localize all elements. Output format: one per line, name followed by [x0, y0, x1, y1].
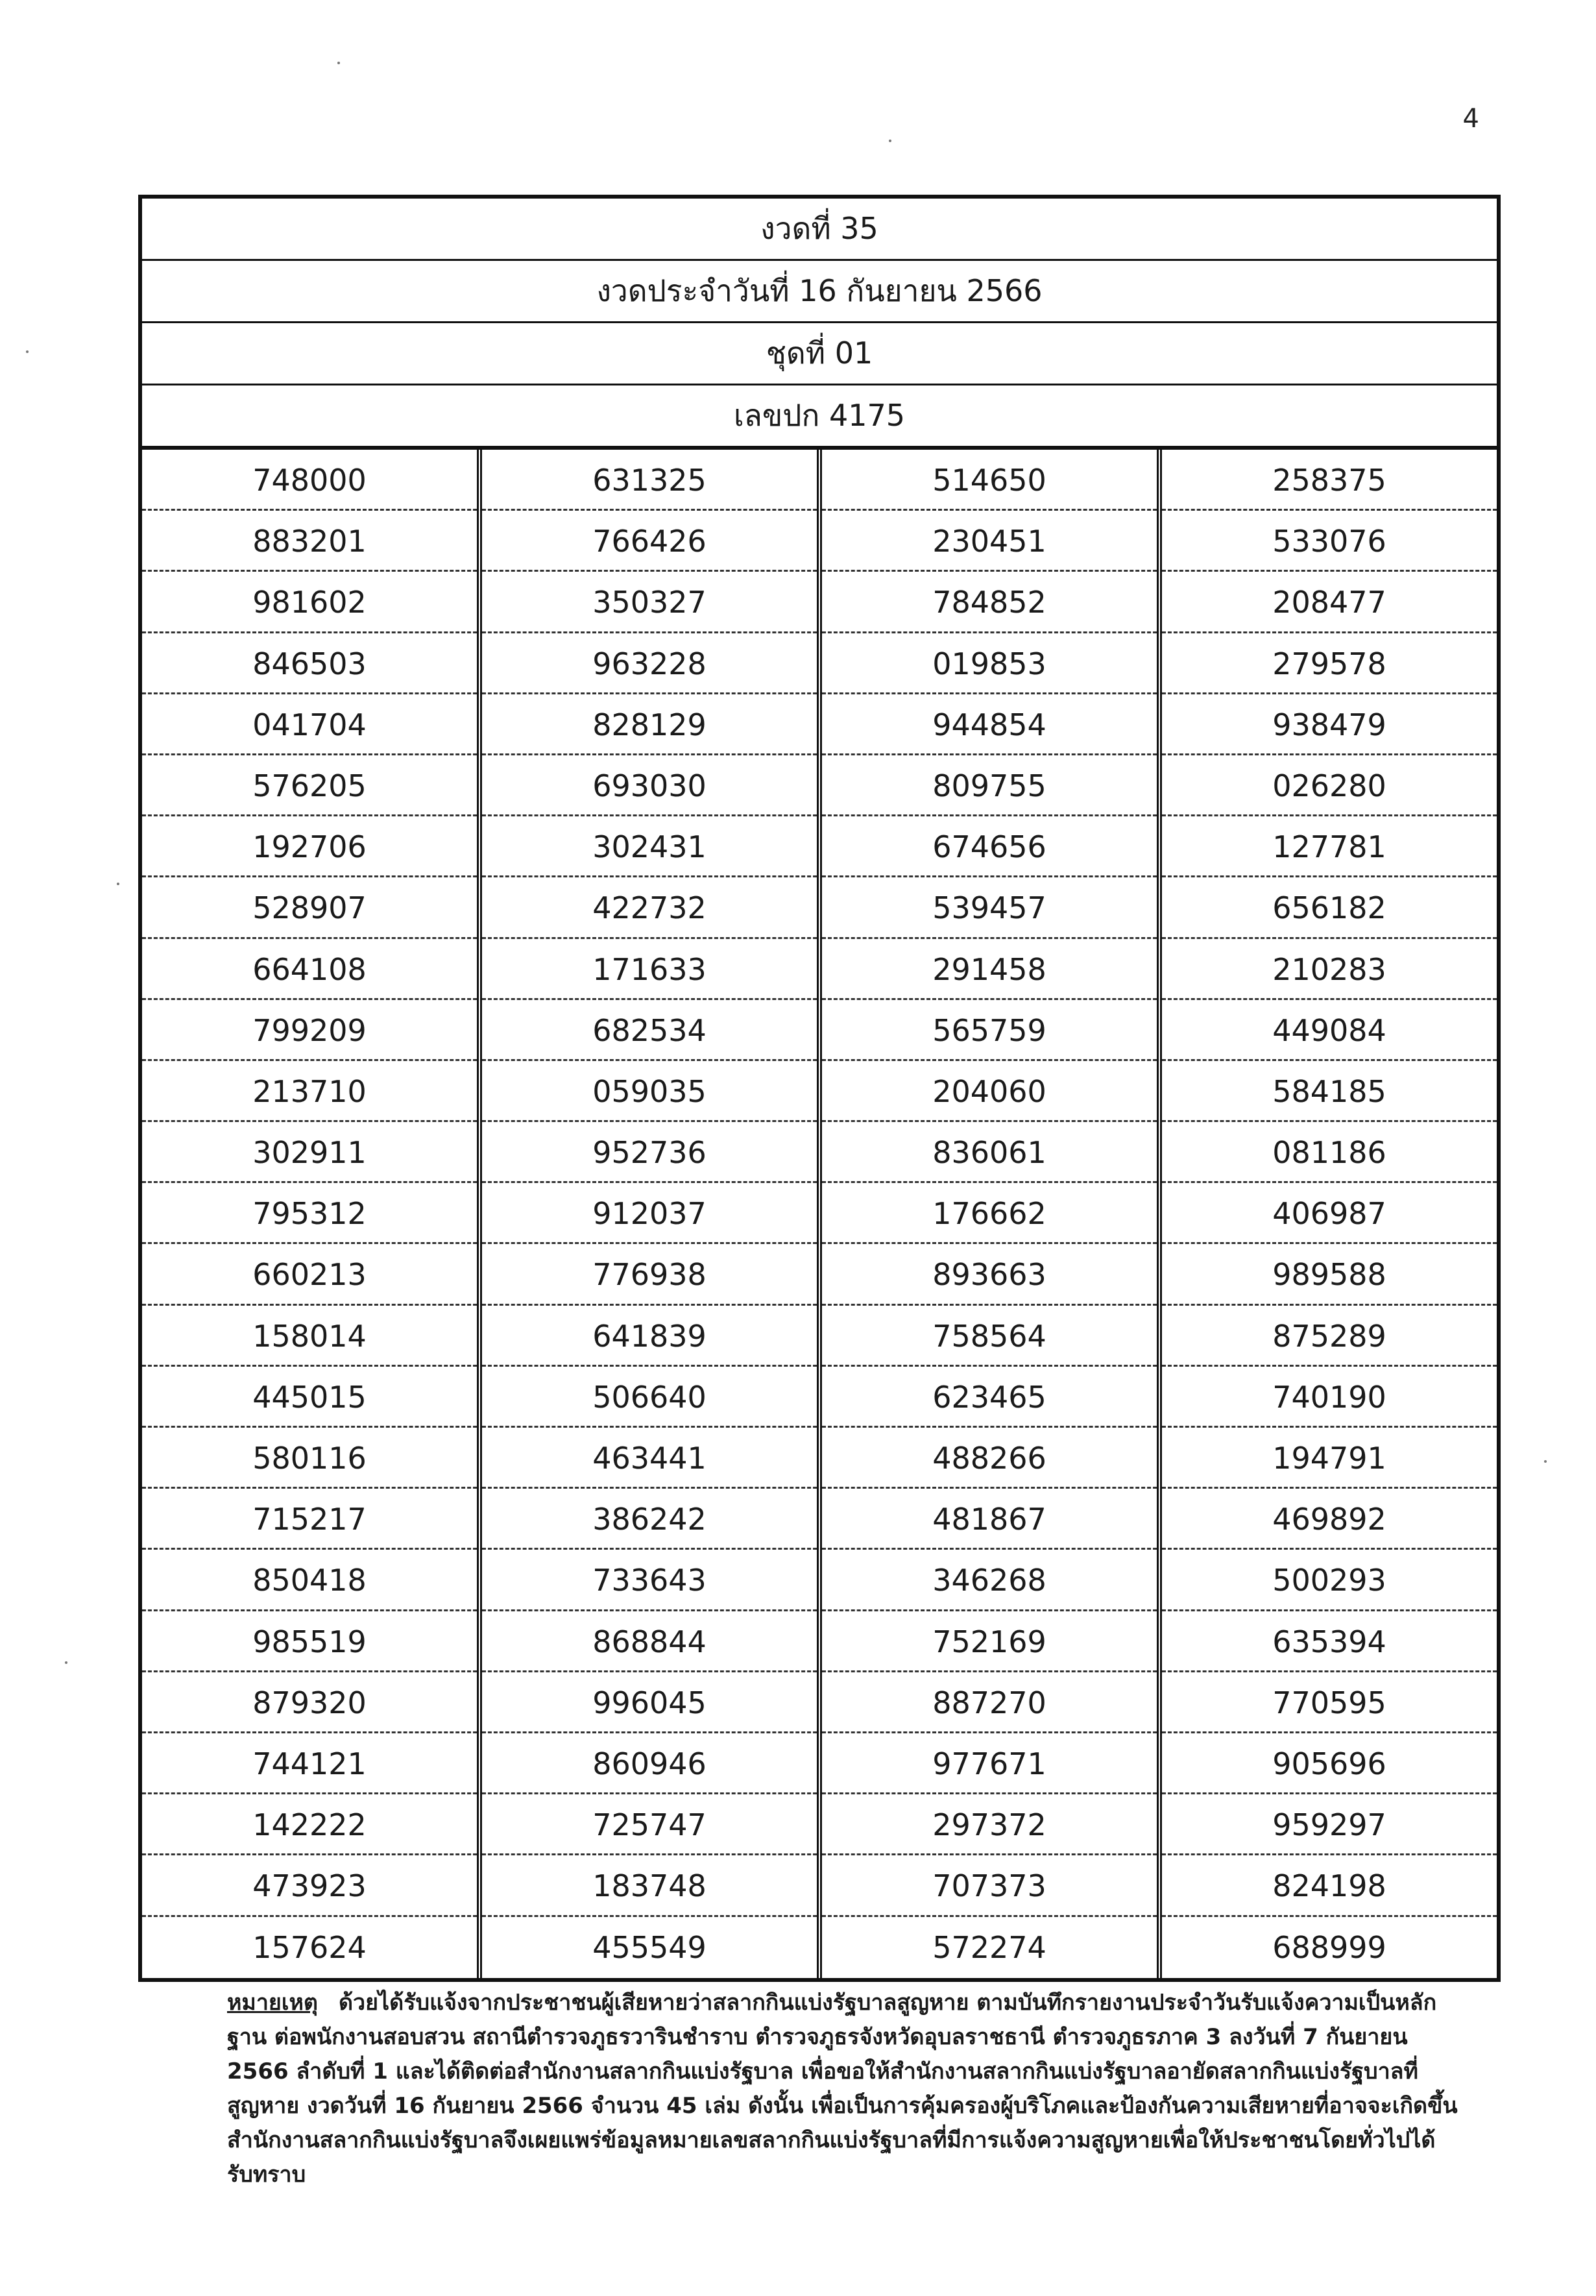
ticket-number-cell: 744121: [142, 1733, 477, 1794]
ticket-number-cell: 208477: [1162, 572, 1497, 633]
ticket-number-cell: 836061: [822, 1122, 1157, 1183]
ticket-number-cell: 733643: [482, 1550, 817, 1611]
ticket-number-cell: 422732: [482, 877, 817, 938]
ticket-number-cell: 176662: [822, 1183, 1157, 1244]
ticket-number-cell: 230451: [822, 511, 1157, 572]
ticket-number-cell: 081186: [1162, 1122, 1497, 1183]
ticket-number-cell: 868844: [482, 1611, 817, 1672]
ticket-number-cell: 748000: [142, 450, 477, 511]
remark-note: [227, 1986, 1460, 2192]
ticket-number-cell: 192706: [142, 816, 477, 877]
ticket-number-cell: 576205: [142, 755, 477, 816]
ticket-number-cell: 725747: [482, 1794, 817, 1855]
scan-speck: [1544, 1460, 1547, 1463]
ticket-number-cell: 041704: [142, 694, 477, 755]
ticket-number-cell: 905696: [1162, 1733, 1497, 1794]
ticket-number-cell: 210283: [1162, 939, 1497, 1000]
cover-number: เลขปก 4175: [142, 385, 1497, 450]
ticket-number-cell: 784852: [822, 572, 1157, 633]
ticket-number-cell: 944854: [822, 694, 1157, 755]
ticket-number-cell: 758564: [822, 1306, 1157, 1367]
ticket-column-4: [1157, 450, 1497, 1978]
ticket-number-cell: 481867: [822, 1489, 1157, 1550]
ticket-number-cell: 766426: [482, 511, 817, 572]
ticket-number-cell: 952736: [482, 1122, 817, 1183]
ticket-number-cell: 291458: [822, 939, 1157, 1000]
ticket-number-cell: 799209: [142, 1000, 477, 1061]
ticket-number-cell: 674656: [822, 816, 1157, 877]
scan-speck: [337, 62, 340, 64]
ticket-number-cell: 879320: [142, 1672, 477, 1733]
ticket-number-cell: 824198: [1162, 1855, 1497, 1916]
ticket-number-cell: 959297: [1162, 1794, 1497, 1855]
ticket-number-cell: 752169: [822, 1611, 1157, 1672]
ticket-number-cell: 158014: [142, 1306, 477, 1367]
remark-text: ด้วยได้รับแจ้งจากประชาชนผู้เสียหายว่าสลากกินแบ่งรัฐบาลสูญหาย ตามบันทึกรายงานประจำวันรับแจ้งความเป็นหลักฐาน ต่อพนักงานสอบสวน สถานีตำรวจภูธรวารินชำราบ ตำรวจภูธรจังหวัดอุบลราชธานี ตำรวจภูธรภาค 3 ลงวันที่ 7 กันยายน 2566 ลำดับที่ 1 และได้ติดต่อสำนักงานสลากกินแบ่งรัฐบาล เพื่อขอให้สำนักงานสลากกินแบ่งรัฐบาลอายัดสลากกินแบ่งรัฐบาลที่สูญหาย งวดวันที่ 16 กันยายน 2566 จำนวน 45 เล่ม ดังนั้น เพื่อเป็นการคุ้มครองผู้บริโภคและป้องกันความเสียหายที่อาจจะเกิดขึ้น สำนักงานสลากกินแบ่งรัฐบาลจึงเผยแพร่ข้อมูลหมายเลขสลากกินแบ่งรัฐบาลที่มีการแจ้งความสูญหายเพื่อให้ประชาชนโดยทั่วไปได้รับทราบ: [227, 1990, 1458, 2188]
ticket-number-cell: 302911: [142, 1122, 477, 1183]
scan-speck: [26, 350, 29, 353]
ticket-number-cell: 989588: [1162, 1244, 1497, 1305]
ticket-number-cell: 887270: [822, 1672, 1157, 1733]
ticket-number-cell: 641839: [482, 1306, 817, 1367]
ticket-number-cell: 386242: [482, 1489, 817, 1550]
ticket-number-cell: 631325: [482, 450, 817, 511]
ticket-number-cell: 533076: [1162, 511, 1497, 572]
ticket-number-cell: 445015: [142, 1367, 477, 1428]
ticket-number-cell: 664108: [142, 939, 477, 1000]
ticket-number-cell: 693030: [482, 755, 817, 816]
ticket-number-cell: 883201: [142, 511, 477, 572]
ticket-number-cell: 297372: [822, 1794, 1157, 1855]
ticket-number-cell: 514650: [822, 450, 1157, 511]
ticket-number-cell: 985519: [142, 1611, 477, 1672]
ticket-number-cell: 963228: [482, 633, 817, 694]
remark-label: หมายเหตุ: [227, 1990, 318, 2016]
ticket-number-cell: 850418: [142, 1550, 477, 1611]
ticket-number-cell: 860946: [482, 1733, 817, 1794]
ticket-number-cell: 770595: [1162, 1672, 1497, 1733]
ticket-number-cell: 981602: [142, 572, 477, 633]
ticket-number-cell: 528907: [142, 877, 477, 938]
ticket-number-cell: 828129: [482, 694, 817, 755]
ticket-number-cell: 183748: [482, 1855, 817, 1916]
ticket-number-cell: 875289: [1162, 1306, 1497, 1367]
ticket-column-2: [477, 450, 817, 1978]
ticket-number-cell: 740190: [1162, 1367, 1497, 1428]
ticket-number-cell: 846503: [142, 633, 477, 694]
ticket-number-cell: 623465: [822, 1367, 1157, 1428]
ticket-number-cell: 776938: [482, 1244, 817, 1305]
ticket-column-3: [817, 450, 1157, 1978]
scan-speck: [65, 1661, 67, 1664]
ticket-number-cell: 157624: [252, 1929, 367, 1965]
ticket-number-cell: 026280: [1162, 755, 1497, 816]
set-number: ชุดที่ 01: [142, 323, 1497, 385]
page-number: 4: [1462, 104, 1479, 134]
ticket-number-cell: 455549: [592, 1929, 707, 1965]
ticket-number-cell: 406987: [1162, 1183, 1497, 1244]
ticket-number-cell: 715217: [142, 1489, 477, 1550]
ticket-number-cell: 204060: [822, 1061, 1157, 1122]
ticket-number-cell: 194791: [1162, 1428, 1497, 1489]
ticket-number-cell: 488266: [822, 1428, 1157, 1489]
ticket-number-cell: 059035: [482, 1061, 817, 1122]
ticket-number-cell: 809755: [822, 755, 1157, 816]
ticket-number-cell: 463441: [482, 1428, 817, 1489]
ticket-number-cell: 707373: [822, 1855, 1157, 1916]
ticket-number-cell: 912037: [482, 1183, 817, 1244]
ticket-number-cell: 682534: [482, 1000, 817, 1061]
ticket-number-cell: 660213: [142, 1244, 477, 1305]
ticket-column-1: [142, 450, 477, 1978]
ticket-number-cell: 449084: [1162, 1000, 1497, 1061]
ticket-number-cell: 635394: [1162, 1611, 1497, 1672]
ticket-number-cell: 473923: [142, 1855, 477, 1916]
ticket-number-cell: 656182: [1162, 877, 1497, 938]
ticket-number-cell: 350327: [482, 572, 817, 633]
lost-lottery-table: [138, 195, 1501, 1982]
ticket-number-cell: 977671: [822, 1733, 1157, 1794]
ticket-number-cell: 258375: [1162, 450, 1497, 511]
ticket-number-cell: 302431: [482, 816, 817, 877]
draw-date: งวดประจำวันที่ 16 กันยายน 2566: [142, 261, 1497, 323]
draw-number: งวดที่ 35: [142, 199, 1497, 261]
ticket-number-cell: 539457: [822, 877, 1157, 938]
ticket-number-cell: 127781: [1162, 816, 1497, 877]
ticket-number-cell: 469892: [1162, 1489, 1497, 1550]
ticket-number-cell: 938479: [1162, 694, 1497, 755]
ticket-number-cell: 506640: [482, 1367, 817, 1428]
ticket-number-cell: 346268: [822, 1550, 1157, 1611]
ticket-number-cell: 893663: [822, 1244, 1157, 1305]
ticket-number-cell: 142222: [142, 1794, 477, 1855]
ticket-number-cell: 996045: [482, 1672, 817, 1733]
ticket-number-cell: 500293: [1162, 1550, 1497, 1611]
ticket-number-cell: 580116: [142, 1428, 477, 1489]
ticket-number-cell: 019853: [822, 633, 1157, 694]
ticket-number-grid: [142, 450, 1497, 1978]
ticket-number-cell: 279578: [1162, 633, 1497, 694]
ticket-number-cell: 572274: [932, 1929, 1046, 1965]
ticket-number-cell: 688999: [1272, 1929, 1386, 1965]
ticket-number-cell: 795312: [142, 1183, 477, 1244]
scan-speck: [117, 883, 119, 885]
ticket-number-cell: 584185: [1162, 1061, 1497, 1122]
ticket-number-cell: 171633: [482, 939, 817, 1000]
ticket-number-cell: 213710: [142, 1061, 477, 1122]
scan-speck: [889, 140, 891, 142]
ticket-number-cell: 565759: [822, 1000, 1157, 1061]
